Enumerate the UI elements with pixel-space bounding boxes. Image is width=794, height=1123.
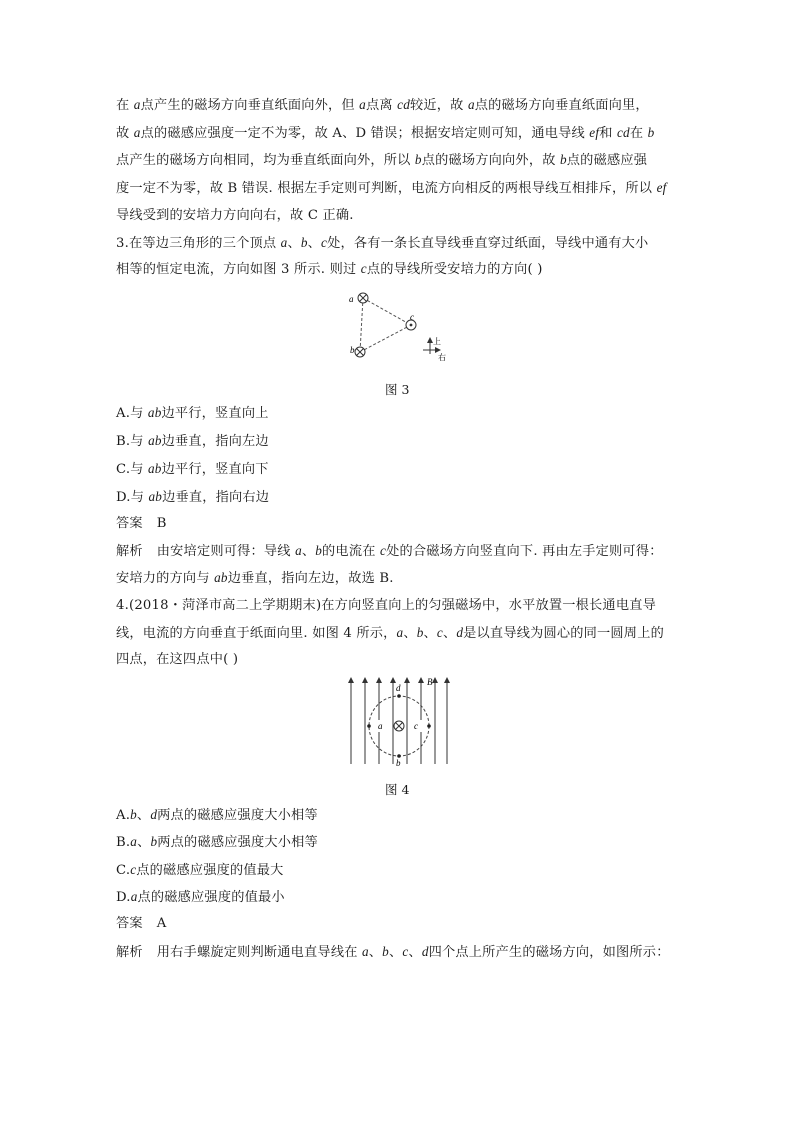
math-variable: ab [148,489,163,504]
intro-line-1: 在 a点产生的磁场方向垂直纸面向外，但 a点离 cd较近，故 a点的磁场方向垂直纸面向里， [116,97,649,113]
math-variable: c [380,543,387,558]
analysis-label: 解析 [116,544,143,559]
math-variable: a [396,625,404,640]
answer-label: 答案 [116,916,143,931]
q4-answer [116,915,167,933]
label-c: c [410,312,414,322]
q4-option-b: B.a、b两点的磁感应强度大小相等 [116,834,318,850]
q4-option-a: A.b、d两点的磁感应强度大小相等 [116,807,318,823]
label-up: 上 [433,337,441,346]
answer-value: B [156,516,167,531]
math-variable: b [150,834,158,849]
triangle-side-ab [360,298,363,352]
math-variable: b [382,944,389,959]
math-variable: a [467,97,475,112]
q3-option-c: C.与 ab边平行，竖直向下 [116,461,269,477]
math-variable: b [560,152,567,167]
triangle-side-ac [363,298,411,325]
intro-line-5: 导线受到的安培力方向向右，故 C 正确. [116,208,354,223]
math-variable: b [130,807,137,822]
analysis-text: 由安培定则可得：导线 a、b的电流在 c处的合磁场方向竖直向下. 再由左手定则可得： [156,543,663,559]
q3-analysis-line-2: 安培力的方向与 ab边垂直，指向左边，故选 B. [116,570,394,586]
math-variable: cd [616,125,630,140]
math-variable: ef [656,180,667,195]
wire-into-page-icon [394,721,404,731]
math-variable: ef [589,125,600,140]
math-variable: d [150,807,158,822]
intro-line-3: 点产生的磁场方向相同，均为垂直纸面向外，所以 b点的磁场方向向外，故 b点的磁感应强 [116,152,648,168]
answer-label: 答案 [116,516,143,531]
math-variable: a [359,97,366,112]
triangle-side-bc [360,325,411,352]
q3-answer [116,515,167,533]
math-variable: c [360,261,367,276]
q3-option-a: A.与 ab边平行，竖直向上 [116,405,269,421]
math-variable: b [416,625,424,640]
math-variable: a [280,235,288,250]
math-variable: d [456,625,464,640]
q3-stem-line-2: 相等的恒定电流，方向如图 3 所示. 则过 c点的导线所受安培力的方向( ) [116,261,543,277]
figure-4-caption: 图 4 [385,782,410,797]
intro-line-4: 度一定不为零，故 B 错误. 根据左手定则可判断，电流方向相反的两根导线互相排斥，所以 ef [116,180,667,196]
label-c: c [414,721,418,731]
wire-b-into-page-icon [355,347,365,357]
label-B: B [427,677,433,687]
figure-3 [344,288,454,368]
q3-option-d: D.与 ab边垂直，指向右边 [116,489,270,505]
math-variable: a [133,97,141,112]
q4-stem-line-3: 四点，在这四点中( ) [116,652,239,667]
math-variable: b [315,543,323,558]
intro-line-2: 故 a点的磁感应强度一定不为零，故 A、D 错误；根据安培定则可知，通电导线 ef和 cd在 b [116,125,655,141]
math-variable: ab [214,570,228,585]
q4-option-c: C.c点的磁感应强度的值最大 [116,862,284,878]
math-variable: b [300,235,308,250]
q4-analysis-line-1 [116,943,670,962]
wire-a-into-page-icon [358,293,368,303]
math-variable: ab [148,433,162,448]
q4-stem-line-1: 4.(2018・菏泽市高二上学期期末)在方向竖直向上的匀强磁场中，水平放置一根长通电直导 [116,598,656,613]
figure-3-caption: 图 3 [385,382,410,397]
q4-option-d: D.a点的磁感应强度的值最小 [116,889,285,905]
q4-stem-line-2: 线，电流的方向垂直于纸面向里. 如图 4 所示，a、b、c、d是以直导线为圆心的同一圆周上的 [116,625,664,641]
math-variable: c [130,862,137,877]
label-a: a [349,294,354,304]
label-b: b [350,345,355,355]
q3-option-b: B.与 ab边垂直，指向左边 [116,433,269,449]
label-b: b [396,758,401,768]
math-variable: a [130,889,138,904]
math-variable: c [436,625,443,640]
label-d: d [396,683,401,693]
label-right: 右 [438,353,446,362]
q3-analysis-line-1 [116,542,663,561]
label-a: a [378,721,383,731]
math-variable: a [133,125,141,140]
q3-stem-line-1: 3.在等边三角形的三个顶点 a、b、c处，各有一条长直导线垂直穿过纸面，导线中通有大小 [116,235,649,251]
math-variable: ab [148,461,162,476]
math-variable: d [421,944,429,959]
figure-4 [343,676,451,768]
analysis-text: 用右手螺旋定则判断通电直导线在 a、b、c、d四个点上所产生的磁场方向，如图所示： [156,944,670,960]
math-variable: cd [397,97,410,112]
math-variable: ab [147,405,162,420]
math-variable: a [130,834,138,849]
math-variable: a [361,944,369,959]
math-variable: b [647,125,655,140]
math-variable: c [402,944,409,959]
answer-value: A [156,916,167,931]
math-variable: b [414,152,422,167]
math-variable: c [321,235,328,250]
analysis-label: 解析 [116,945,143,960]
math-variable: a [295,543,302,558]
